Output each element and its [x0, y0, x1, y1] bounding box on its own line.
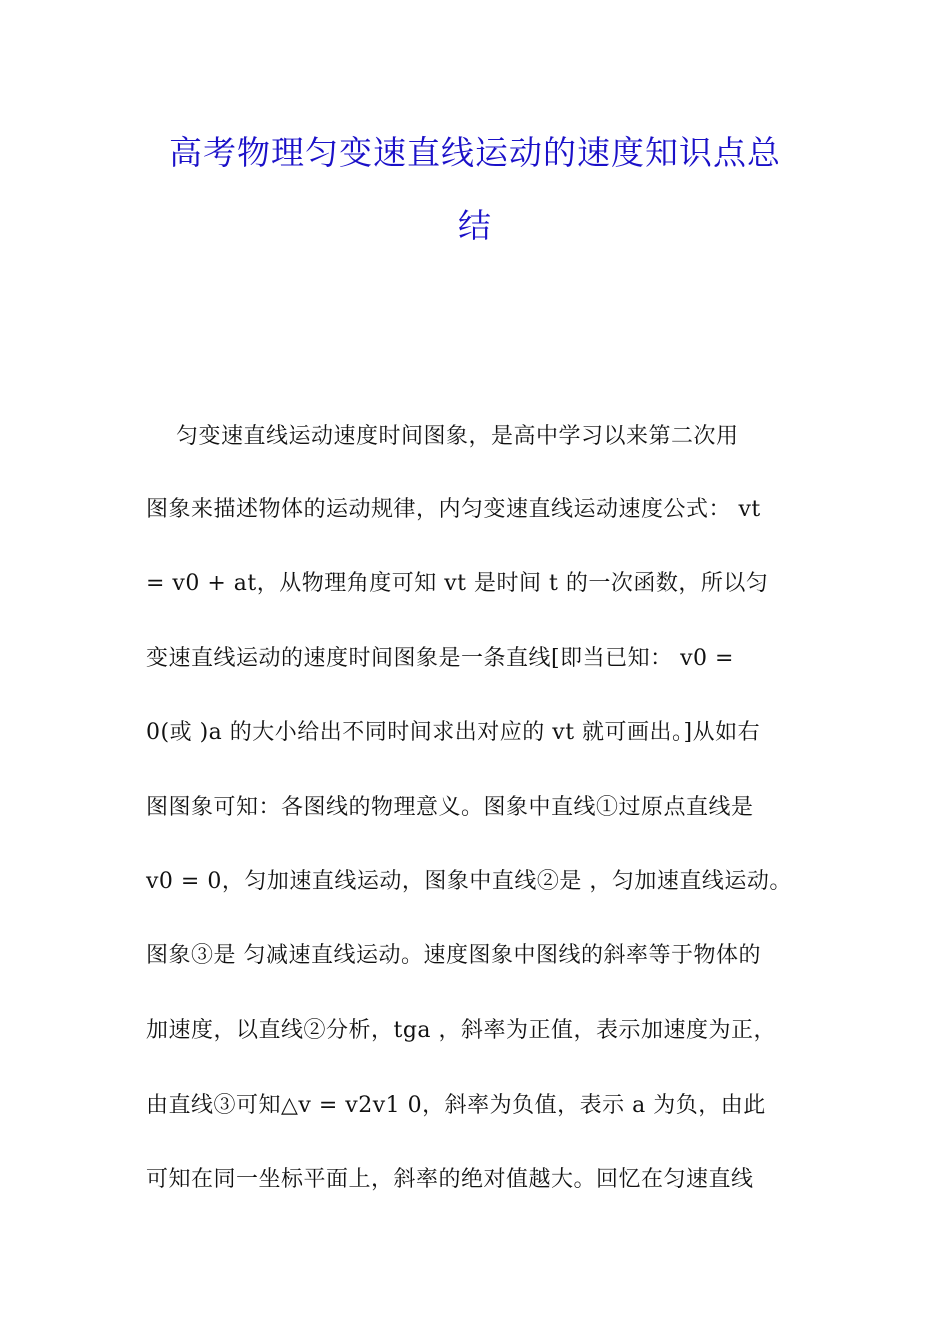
body-line: 匀变速直线运动速度时间图象，是高中学习以来第二次用 — [146, 424, 739, 449]
body-line: 加速度，以直线②分析，tga ，斜率为正值，表示加速度为正， — [146, 1018, 777, 1043]
body-line: v0 = 0，匀加速直线运动，图象中直线②是 ，匀加速直线运动。 — [146, 869, 792, 894]
body-line: 图图象可知：各图线的物理意义。图象中直线①过原点直线是 — [146, 795, 754, 820]
document-title-line-1: 高考物理匀变速直线运动的速度知识点总 — [169, 133, 781, 172]
body-line: = v0 + at，从物理角度可知 vt 是时间 t 的一次函数，所以匀 — [146, 571, 769, 596]
document-title-line-2: 结 — [458, 206, 492, 245]
body-line: 0(或 )a 的大小给出不同时间求出对应的 vt 就可画出。]从如右 — [146, 720, 761, 745]
body-line: 图象③是 匀减速直线运动。速度图象中图线的斜率等于物体的 — [146, 943, 761, 968]
body-line: 可知在同一坐标平面上，斜率的绝对值越大。回忆在匀速直线 — [146, 1167, 754, 1192]
body-line: 由直线③可知△v = v2v1 0，斜率为负值，表示 a 为负，由此 — [146, 1093, 766, 1118]
body-line: 图象来描述物体的运动规律，内匀变速直线运动速度公式： vt — [146, 497, 761, 522]
body-line: 变速直线运动的速度时间图象是一条直线[即当已知： v0 = — [146, 646, 734, 671]
